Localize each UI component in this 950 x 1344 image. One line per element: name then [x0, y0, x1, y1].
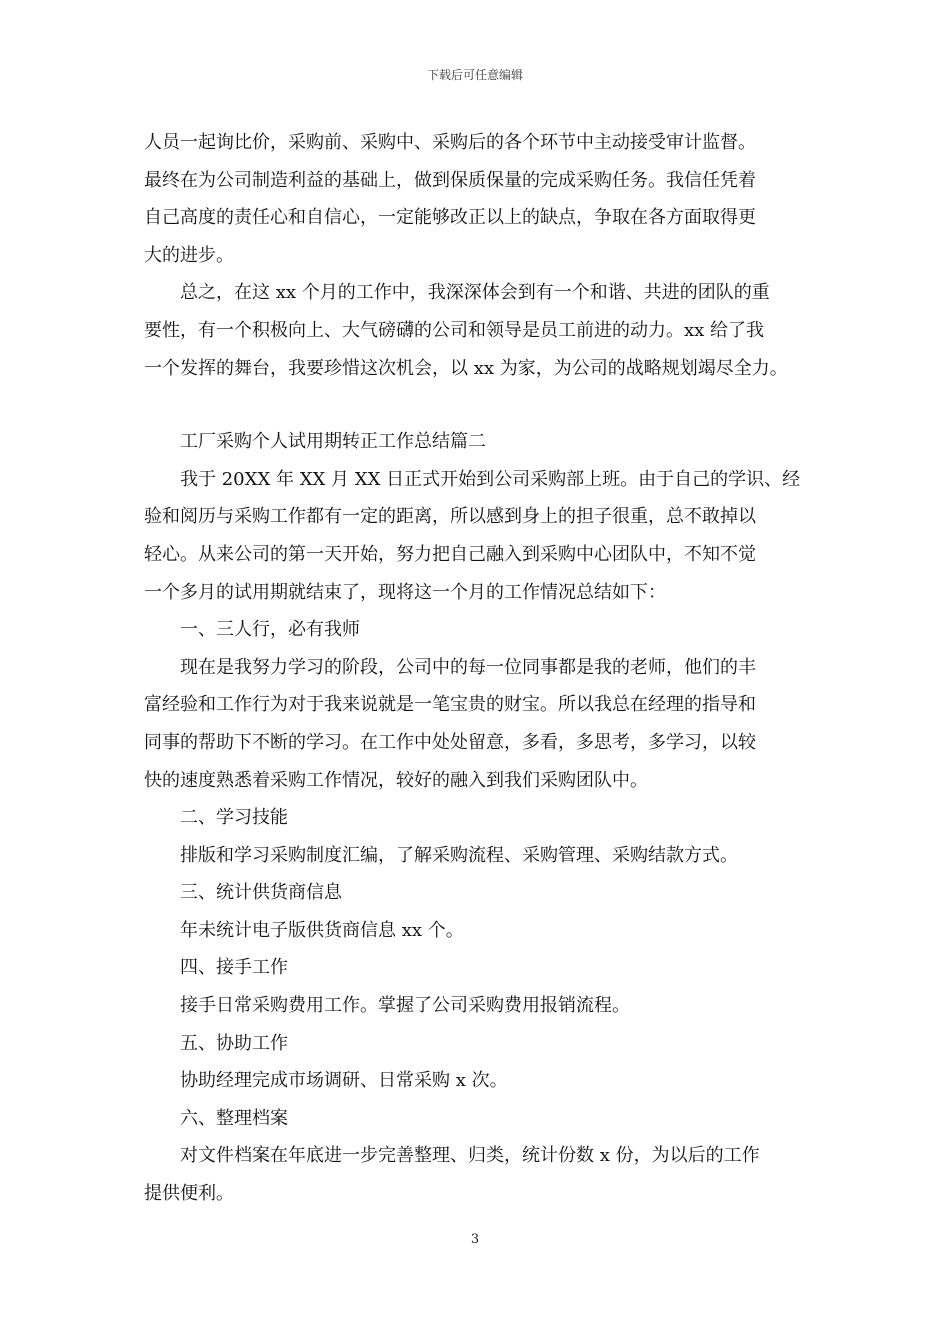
paragraph-line: 人员一起询比价，采购前、采购中、采购后的各个环节中主动接受审计监督。 — [144, 132, 756, 153]
paragraph-line: 我于 20XX 年 XX 月 XX 日正式开始到公司采购部上班。由于自己的学识、经 — [180, 468, 801, 490]
paragraph-line: 验和阅历与采购工作都有一定的距离，所以感到身上的担子很重，总不敢掉以 — [144, 506, 756, 528]
subheading: 二、学习技能 — [180, 807, 288, 829]
paragraph-line: 最终在为公司制造利益的基础上，做到保质保量的完成采购任务。我信任凭着 — [144, 169, 756, 191]
subheading: 一、三人行，必有我师 — [180, 619, 360, 641]
paragraph-line: 自己高度的责任心和自信心，一定能够改正以上的缺点，争取在各方面取得更 — [144, 207, 756, 229]
paragraph-line: 快的速度熟悉着采购工作情况，较好的融入到我们采购团队中。 — [144, 769, 648, 791]
subheading: 四、接手工作 — [180, 957, 288, 979]
paragraph-line: 接手日常采购费用工作。掌握了公司采购费用报销流程。 — [180, 995, 630, 1017]
section-title: 工厂采购个人试用期转正工作总结篇二 — [180, 431, 486, 453]
paragraph-line: 大的进步。 — [144, 244, 234, 266]
paragraph-line: 轻心。从来公司的第一天开始，努力把自己融入到采购中心团队中，不知不觉 — [144, 543, 756, 565]
document-body — [144, 124, 824, 1213]
paragraph-line: 年未统计电子版供货商信息 xx 个。 — [180, 919, 464, 941]
paragraph-line: 对文件档案在年底进一步完善整理、归类，统计份数 x 份，为以后的工作 — [180, 1145, 760, 1167]
paragraph-line: 提供便利。 — [144, 1183, 234, 1205]
paragraph-line: 现在是我努力学习的阶段，公司中的每一位同事都是我的老师，他们的丰 — [180, 656, 756, 678]
paragraph-line: 一个发挥的舞台，我要珍惜这次机会，以 xx 为家，为公司的战略规划竭尽全力。 — [144, 357, 788, 379]
subheading: 五、协助工作 — [180, 1032, 288, 1054]
paragraph-line: 要性，有一个积极向上、大气磅礴的公司和领导是员工前进的动力。xx 给了我 — [144, 319, 765, 341]
page-header: 下载后可任意编辑 — [426, 68, 523, 82]
paragraph-line: 总之，在这 xx 个月的工作中，我深深体会到有一个和谐、共进的团队的重 — [180, 282, 770, 304]
page-number: 3 — [470, 1232, 480, 1247]
subheading: 三、统计供货商信息 — [180, 882, 342, 904]
paragraph-line: 同事的帮助下不断的学习。在工作中处处留意，多看，多思考，多学习，以较 — [144, 731, 756, 753]
subheading: 六、整理档案 — [180, 1107, 288, 1129]
paragraph-line: 富经验和工作行为对于我来说就是一笔宝贵的财宝。所以我总在经理的指导和 — [144, 694, 756, 716]
paragraph-line: 协助经理完成市场调研、日常采购 x 次。 — [180, 1070, 508, 1092]
paragraph-line: 一个多月的试用期就结束了，现将这一个月的工作情况总结如下： — [144, 581, 666, 603]
section-spacer — [144, 387, 824, 423]
paragraph-line: 排版和学习采购制度汇编，了解采购流程、采购管理、采购结款方式。 — [180, 844, 738, 866]
